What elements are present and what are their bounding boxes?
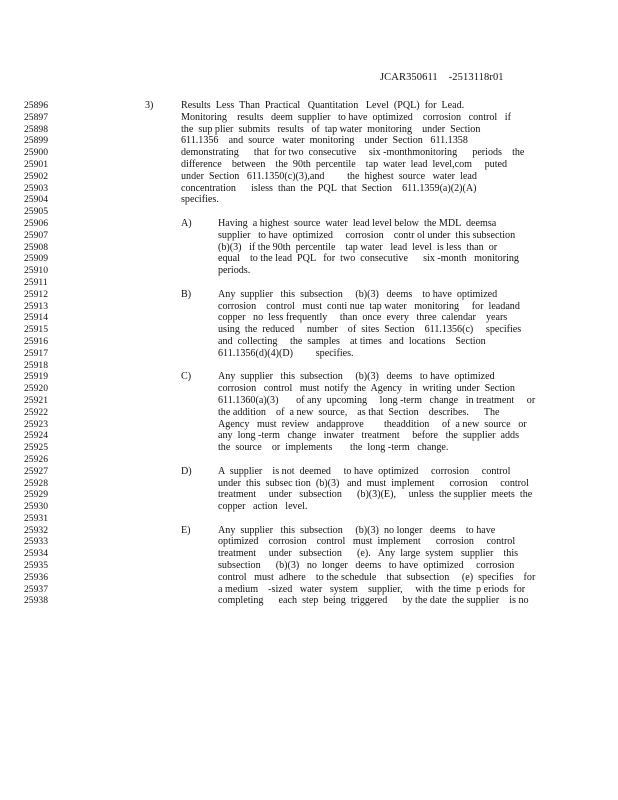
text-line: specifies. bbox=[181, 194, 219, 206]
sub-item-e bbox=[0, 525, 618, 608]
text-line: Monitoring results deem supplier to have optimized corrosion control if bbox=[181, 111, 511, 123]
text-line: corrosion control must notify the Agency in writing under Section bbox=[218, 383, 515, 395]
text-line: (b)(3) if the 90th percentile tap water lead level is less than or bbox=[218, 241, 498, 253]
blank-line bbox=[0, 360, 618, 372]
text-line: subsection (b)(3) no longer deems to have optimized corrosion bbox=[218, 560, 515, 572]
line-number: 25927 bbox=[24, 465, 48, 477]
text-line: A supplier is not deemed to have optimized corrosion control bbox=[218, 465, 511, 477]
paragraph-text bbox=[181, 100, 618, 206]
line-number: 25919 bbox=[24, 371, 48, 383]
text-line: treatment under subsection (b)(3)(E), unless the supplier meets the bbox=[218, 489, 533, 501]
text-line: copper action level. bbox=[218, 501, 308, 513]
text-line: a medium -sized water system supplier, with the time p eriods for bbox=[218, 583, 526, 595]
line-number: 25922 bbox=[24, 406, 48, 418]
text-line: under this subsec tion (b)(3) and must implement corrosion control bbox=[218, 477, 529, 489]
text-line: using the reduced number of sites Section 611.1356(c) specifies bbox=[218, 324, 522, 336]
paragraph-marker: 3) bbox=[145, 100, 154, 111]
line-number: 25916 bbox=[24, 335, 48, 347]
text-line: the source or implements the long -term change. bbox=[218, 442, 449, 454]
line-number: 25930 bbox=[24, 501, 48, 513]
line-number: 25921 bbox=[24, 394, 48, 406]
sub-item-text bbox=[218, 289, 618, 360]
line-number: 25907 bbox=[24, 229, 48, 241]
sub-item-text bbox=[218, 218, 618, 277]
text-line: 611.1360(a)(3) of any upcoming long -term change in treatment or bbox=[218, 394, 536, 406]
text-line: periods. bbox=[218, 265, 251, 277]
text-line: optimized corrosion control must implement corrosion control bbox=[218, 536, 516, 548]
line-number: 25917 bbox=[24, 347, 48, 359]
text-line: supplier to have optimized corrosion contr ol under this subsection bbox=[218, 229, 516, 241]
line-number: 25934 bbox=[24, 548, 48, 560]
line-number: 25896 bbox=[24, 100, 48, 111]
text-line: Agency must review andapprove theaddition of a new source or bbox=[218, 418, 527, 430]
sub-item-marker: D) bbox=[181, 465, 192, 477]
line-number: 25926 bbox=[24, 453, 48, 465]
text-line: and collecting the samples at times and locations Section bbox=[218, 335, 486, 347]
line-number: 25918 bbox=[24, 359, 48, 371]
line-number: 25936 bbox=[24, 571, 48, 583]
text-line: control must adhere to the schedule that subsection (e) specifies for bbox=[218, 571, 536, 583]
line-number: 25904 bbox=[24, 194, 48, 206]
text-line: equal to the lead PQL for two consecutive six -month monitoring bbox=[218, 253, 519, 265]
blank-line bbox=[0, 454, 618, 466]
text-line: the sup plier submits results of tap water monitoring under Section bbox=[181, 123, 481, 135]
sub-item-d bbox=[0, 466, 618, 513]
sub-item-marker: A) bbox=[181, 217, 192, 229]
line-number: 25937 bbox=[24, 583, 48, 595]
line-number: 25929 bbox=[24, 489, 48, 501]
line-number: 25933 bbox=[24, 536, 48, 548]
line-number: 25923 bbox=[24, 418, 48, 430]
text-line: copper no less frequently than once every three calendar years bbox=[218, 312, 508, 324]
sub-item-text bbox=[218, 525, 618, 608]
line-number: 25908 bbox=[24, 241, 48, 253]
line-number: 25900 bbox=[24, 147, 48, 159]
line-number: 25928 bbox=[24, 477, 48, 489]
text-line: 611.1356(d)(4)(D) specifies. bbox=[218, 347, 354, 359]
line-number: 25914 bbox=[24, 312, 48, 324]
text-line: Having a highest source water lead level below the MDL deemsa bbox=[218, 217, 497, 229]
line-number: 25935 bbox=[24, 560, 48, 572]
document-body bbox=[0, 100, 618, 607]
text-line: treatment under subsection (e). Any large system supplier this bbox=[218, 548, 519, 560]
line-number: 25911 bbox=[24, 276, 48, 288]
paragraph-3 bbox=[0, 100, 618, 206]
text-line: Any supplier this subsection (b)(3) deems to have optimized bbox=[218, 371, 495, 383]
sub-item-a bbox=[0, 218, 618, 277]
line-number: 25899 bbox=[24, 135, 48, 147]
line-number: 25910 bbox=[24, 265, 48, 277]
sub-item-c bbox=[0, 371, 618, 454]
line-number: 25932 bbox=[24, 524, 48, 536]
text-line: 611.1356 and source water monitoring under Section 611.1358 bbox=[181, 135, 468, 147]
line-number: 25909 bbox=[24, 253, 48, 265]
line-number: 25913 bbox=[24, 300, 48, 312]
text-line: Results Less Than Practical Quantitation Level (PQL) for Lead. bbox=[181, 100, 465, 111]
text-line: demonstrating that for two consecutive six -monthmonitoring periods the bbox=[181, 147, 525, 159]
text-line: Any supplier this subsection (b)(3) deems to have optimized bbox=[218, 288, 498, 300]
sub-item-marker: C) bbox=[181, 371, 192, 383]
line-number: 25912 bbox=[24, 288, 48, 300]
line-number: 25906 bbox=[24, 217, 48, 229]
sub-item-b bbox=[0, 289, 618, 360]
text-line: concentration isless than the PQL that Section 611.1359(a)(2)(A) bbox=[181, 182, 477, 194]
line-number: 25905 bbox=[24, 206, 48, 218]
line-number: 25902 bbox=[24, 170, 48, 182]
text-line: difference between the 90th percentile tap water lead level,com puted bbox=[181, 158, 508, 170]
line-number: 25931 bbox=[24, 512, 48, 524]
text-line: completing each step being triggered by the date the supplier is no bbox=[218, 595, 529, 607]
text-line: corrosion control must conti nue tap water monitoring for leadand bbox=[218, 300, 520, 312]
line-number: 25901 bbox=[24, 158, 48, 170]
line-number: 25903 bbox=[24, 182, 48, 194]
blank-line bbox=[0, 206, 618, 218]
sub-item-marker: E) bbox=[181, 524, 191, 536]
text-line: under Section 611.1350(c)(3),and the highest source water lead bbox=[181, 170, 477, 182]
line-number: 25898 bbox=[24, 123, 48, 135]
line-number: 25938 bbox=[24, 595, 48, 607]
sub-item-text bbox=[218, 371, 618, 454]
blank-line bbox=[0, 277, 618, 289]
text-line: any long -term change inwater treatment before the supplier adds bbox=[218, 430, 520, 442]
text-line: Any supplier this subsection (b)(3) no longer deems to have bbox=[218, 524, 496, 536]
document-version: -2513118r01 bbox=[448, 72, 504, 83]
line-number: 25920 bbox=[24, 383, 48, 395]
sub-item-marker: B) bbox=[181, 288, 192, 300]
line-number: 25915 bbox=[24, 324, 48, 336]
sub-item-text bbox=[218, 466, 618, 513]
line-number: 25924 bbox=[24, 430, 48, 442]
line-number: 25925 bbox=[24, 442, 48, 454]
text-line: the addition of a new source, as that Section describes. The bbox=[218, 406, 500, 418]
line-number: 25897 bbox=[24, 111, 48, 123]
blank-line bbox=[0, 513, 618, 525]
page-header bbox=[380, 72, 504, 83]
document-id: JCAR350611 bbox=[380, 72, 438, 83]
